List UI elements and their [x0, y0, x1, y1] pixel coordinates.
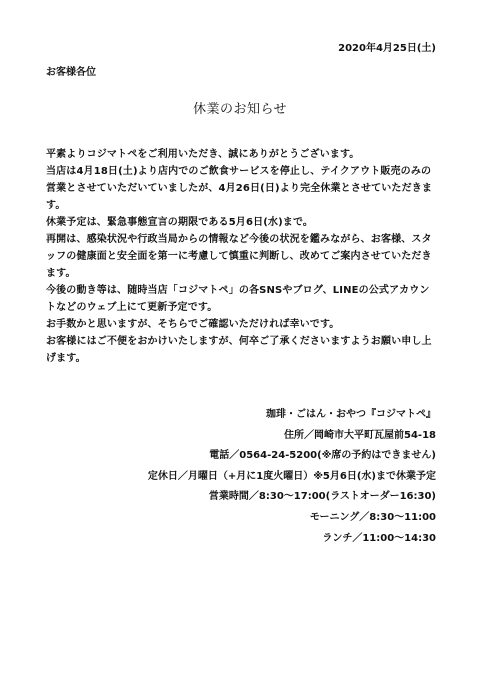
notice-body — [46, 146, 438, 367]
shop-name: 珈琲・ごはん・おやつ『コジマトペ』 — [266, 409, 436, 420]
notice-title: 休業のお知らせ — [192, 102, 288, 117]
body-paragraph-request: お手数かと思いますが、そちらでご確認いただければ幸いです。 — [46, 319, 340, 330]
notice-date: 2020年4月25日(土) — [338, 43, 436, 54]
body-paragraph-reopening: 再開は、感染状況や行政当局からの情報など今後の状況を鑑みながら、お客様、スタッフの健康面と安全面を第一に考慮して慎重に判断し、改めてご案内させていただきます。 — [46, 234, 432, 279]
shop-signature — [56, 405, 436, 549]
shop-address: 住所／岡崎市大平町瓦屋前54-18 — [284, 429, 436, 441]
shop-morning-hours: モーニング／8:30〜11:00 — [309, 511, 436, 523]
addressee: お客様各位 — [46, 67, 96, 78]
body-paragraph-apology: お客様にはご不便をおかけいたしますが、何卒ご了承くださいますようお願い申し上げます。 — [46, 336, 432, 364]
shop-lunch-hours: ランチ／11:00〜14:30 — [322, 532, 436, 544]
shop-business-hours: 営業時間／8:30〜17:00(ラストオーダー16:30) — [208, 491, 436, 503]
shop-phone: 電話／0564-24-5200(※席の予約はできません) — [209, 450, 436, 462]
body-paragraph-closure: 当店は4月18日(土)より店内でのご飲食サービスを停止し、テイクアウト販売のみの営業とさせていただいていましたが、4月26日(日)より完全休業とさせていただきます。 — [46, 166, 433, 211]
shop-closed-days: 定休日／月曜日（+月に1度火曜日）※5月6日(水)まで休業予定 — [147, 470, 436, 482]
body-paragraph-closure-period: 休業予定は、緊急事態宣言の期限である5月6日(水)まで。 — [46, 217, 314, 228]
body-paragraph-greeting: 平素よりコジマトペをご利用いただき、誠にありがとうございます。 — [46, 149, 360, 160]
body-paragraph-updates: 今後の動き等は、随時当店「コジマトペ」の各SNSやブログ、LINEの公式アカウントなどのウェブ上にて更新予定です。 — [46, 285, 430, 313]
